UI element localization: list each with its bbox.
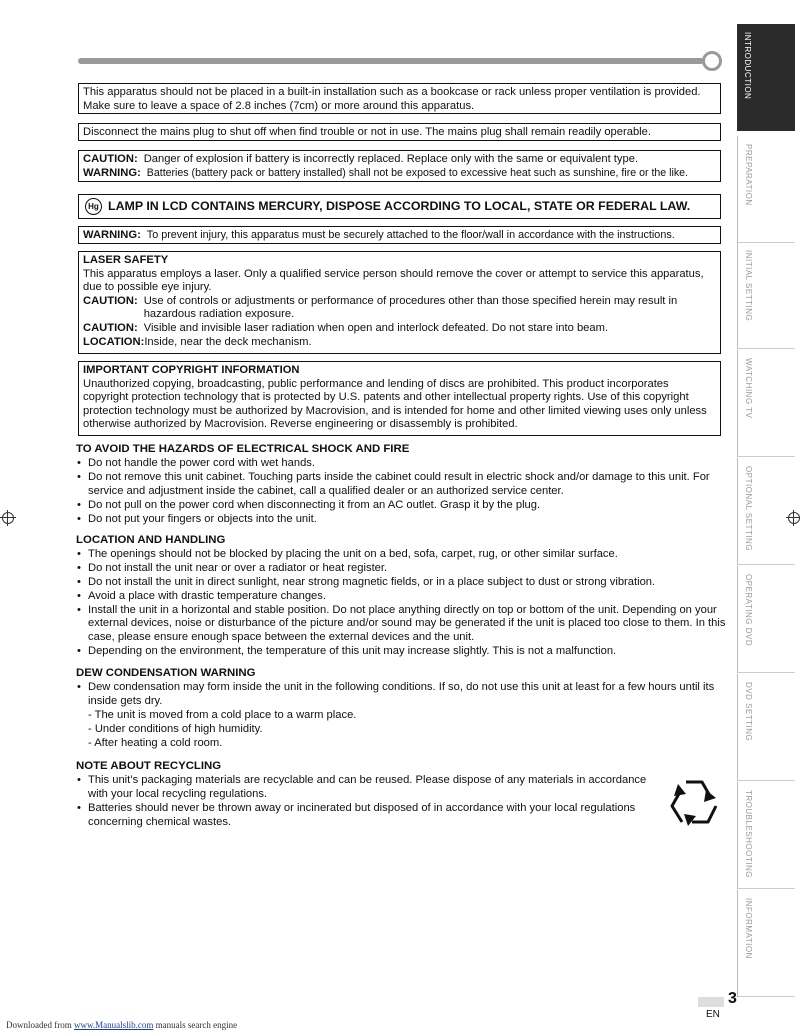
battery-caution-row — [83, 153, 716, 167]
location-section — [76, 534, 726, 659]
list-item: • Install the unit in a horizontal and stable position. Do not place anything directly on top or bottom of the unit. Depending on your external devices, noise or disturbance of the picture and/or sound may be generated if the unit is placed too close to them. In this case, please ensure enough space between the external devices and the unit. — [76, 604, 726, 646]
hazards-title: TO AVOID THE HAZARDS OF ELECTRICAL SHOCK AND FIRE — [76, 443, 410, 455]
attachment-warning — [78, 226, 721, 244]
tab-label: INTRODUCTION — [743, 32, 752, 100]
laser-caution-2-label: CAUTION: — [83, 321, 138, 334]
mercury-text: LAMP IN LCD CONTAINS MERCURY, DISPOSE ACCORDING TO LOCAL, STATE OR FEDERAL LAW. — [108, 198, 691, 213]
tab-optional-setting[interactable] — [737, 458, 795, 565]
ventilation-notice — [78, 83, 721, 114]
dew-title: DEW CONDENSATION WARNING — [76, 667, 256, 679]
tab-label: DVD SETTING — [744, 682, 753, 742]
warning-text: Batteries (battery pack or battery installed) shall not be exposed to excessive heat such as sunshine, fire or the like. — [146, 166, 688, 179]
caution-text: Danger of explosion if battery is incorrectly replaced. Replace only with the same or equivalent type. — [143, 153, 639, 165]
mains-plug-notice — [78, 123, 721, 141]
battery-warning-row — [83, 167, 716, 181]
laser-caution-2-text: Visible and invisible laser radiation when open and interlock defeated. Do not stare into beam. — [143, 321, 609, 334]
section-tabs — [737, 24, 795, 994]
list-item: • Do not handle the power cord with wet hands. — [76, 457, 726, 471]
attachment-warning-text: To prevent injury, this apparatus must be securely attached to the floor/wall in accordance with the instructions. — [146, 229, 675, 241]
list-item: • The openings should not be blocked by placing the unit on a bed, sofa, carpet, rug, or other similar surface. — [76, 548, 726, 562]
tab-dvd-setting[interactable] — [737, 674, 795, 781]
tab-preparation[interactable] — [737, 136, 795, 243]
tab-operating-dvd[interactable] — [737, 566, 795, 673]
registration-mark-left — [2, 512, 14, 524]
location-title: LOCATION AND HANDLING — [76, 534, 226, 546]
copyright-text: Unauthorized copying, broadcasting, public performance and lending of discs are prohibited. This product incorporates copyright protection technology that is protected by U.S. patents and other intellectual property rights. Use of this copyright protection technology must be authorized by Macrovision, and is intended for home and other limited viewing uses only unless otherwise authorized by Macrovision. Reverse engineering or disassembly is prohibited. — [83, 377, 707, 431]
attachment-warning-row — [83, 229, 716, 243]
hazards-list — [76, 457, 726, 527]
laser-location-label: LOCATION: — [83, 335, 145, 348]
attachment-warning-label: WARNING: — [83, 229, 141, 241]
list-item: • Do not pull on the power cord when disconnecting it from an AC outlet. Grasp it by the plug. — [76, 499, 726, 513]
tab-label: OPTIONAL SETTING — [744, 466, 753, 552]
list-item: • Dew condensation may form inside the unit in the following conditions. If so, do not use this unit at least for a few hours until its inside gets dry. — [76, 681, 716, 709]
list-item: • Batteries should never be thrown away or incinerated but disposed of in accordance with your local regulations concerning chemical wastes. — [76, 802, 666, 830]
laser-caution-1 — [83, 295, 716, 322]
recycling-section — [76, 760, 666, 830]
page-number-marker — [698, 997, 724, 1007]
copyright-title: IMPORTANT COPYRIGHT INFORMATION — [83, 364, 300, 376]
laser-caution-1-text: Use of controls or adjustments or performance of procedures other than those specified herein may result in hazardous radiation exposure. — [143, 294, 678, 321]
mercury-notice — [78, 194, 721, 219]
battery-notice — [78, 150, 721, 182]
dew-condition: - After heating a cold room. — [88, 736, 223, 749]
ventilation-text: This apparatus should not be placed in a built-in installation such as a bookcase or rack unless proper ventilation is provided. Make sure to leave a space of 2.8 inches (7cm) or more around this apparatus. — [83, 86, 701, 112]
tab-introduction[interactable] — [737, 24, 795, 131]
laser-caution-1-label: CAUTION: — [83, 294, 138, 307]
list-item: • Do not install the unit in direct sunlight, near strong magnetic fields, or in a place subject to dust or strong vibration. — [76, 576, 726, 590]
header-rule-end-circle — [702, 51, 722, 71]
list-item: • This unit’s packaging materials are recyclable and can be reused. Please dispose of any materials in accordance with your local recycling regulations. — [76, 774, 666, 802]
footer-prefix: Downloaded from — [6, 1020, 74, 1030]
tab-label: INITIAL SETTING — [744, 250, 753, 322]
footer-link[interactable]: www.Manualslib.com — [73, 1020, 154, 1030]
tab-initial-setting[interactable] — [737, 242, 795, 349]
download-footer — [6, 1020, 237, 1030]
laser-caution-2 — [83, 322, 716, 336]
list-item: • Avoid a place with drastic temperature changes. — [76, 590, 726, 604]
dew-condition: - Under conditions of high humidity. — [88, 722, 263, 735]
copyright-box — [78, 361, 721, 436]
caution-label: CAUTION: — [83, 153, 138, 165]
tab-label: OPERATING DVD — [744, 574, 753, 647]
laser-safety-title: LASER SAFETY — [83, 254, 169, 266]
list-item: • Do not remove this unit cabinet. Touching parts inside the cabinet could result in electric shock and/or damage to this unit. For service and adjustment inside the cabinet, call a qualified dealer or an authorized service center. — [76, 471, 726, 499]
tab-watching-tv[interactable] — [737, 350, 795, 457]
tab-label: PREPARATION — [744, 144, 753, 206]
warning-label: WARNING: — [83, 166, 141, 179]
recycle-icon — [664, 774, 724, 834]
dew-list — [76, 681, 716, 709]
language-code: EN — [706, 1009, 720, 1020]
list-item: • Do not install the unit near or over a radiator or heat register. — [76, 562, 726, 576]
dew-section — [76, 667, 716, 750]
list-item: • Do not put your fingers or objects into the unit. — [76, 513, 726, 527]
mercury-hg-icon: Hg — [85, 198, 102, 215]
tab-label: INFORMATION — [744, 898, 753, 959]
tab-label: WATCHING TV — [744, 358, 753, 419]
dew-condition: - The unit is moved from a cold place to a warm place. — [88, 708, 357, 721]
list-item: • Depending on the environment, the temperature of this unit may increase slightly. This is not a malfunction. — [76, 645, 726, 659]
header-rule — [78, 58, 704, 64]
laser-location-text: Inside, near the deck mechanism. — [144, 335, 312, 348]
location-list — [76, 548, 726, 659]
page-number: 3 — [728, 990, 737, 1007]
recycling-list — [76, 774, 666, 830]
tab-information[interactable] — [737, 890, 795, 997]
mains-plug-text: Disconnect the mains plug to shut off when find trouble or not in use. The mains plug shall remain readily operable. — [83, 126, 651, 138]
laser-location — [83, 336, 716, 350]
footer-suffix: manuals search engine — [153, 1020, 238, 1030]
laser-safety-intro: This apparatus employs a laser. Only a qualified service person should remove the cover or attempt to service this apparatus, due to possible eye injury. — [83, 267, 704, 294]
tab-troubleshooting[interactable] — [737, 782, 795, 889]
hazards-section — [76, 443, 726, 526]
tab-label: TROUBLESHOOTING — [744, 790, 753, 878]
laser-safety-box — [78, 251, 721, 354]
recycling-title: NOTE ABOUT RECYCLING — [76, 760, 222, 772]
